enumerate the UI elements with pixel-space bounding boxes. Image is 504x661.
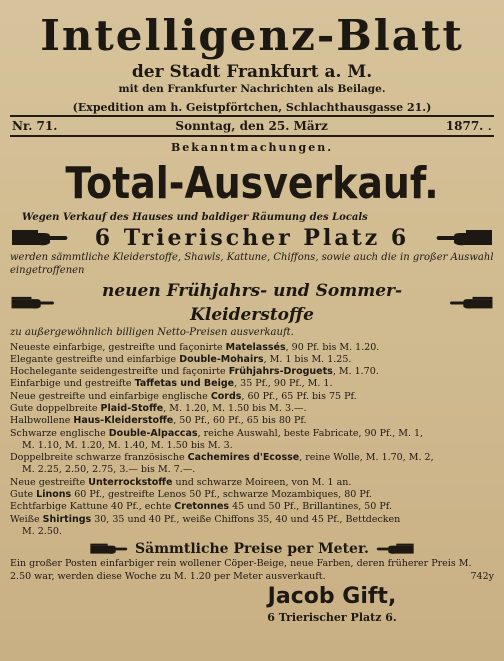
item-text: Gute <box>10 489 37 501</box>
posten-body: Ein großer Posten einfarbiger rein wollener Cöper-Beige, neue Farben, deren früherer Preis M. 2.50 war, werden diese Woche zu M. 1.20 per Meter ausverkauft. <box>10 558 472 582</box>
price-list <box>10 342 494 539</box>
price-list-item <box>10 440 494 452</box>
posten-text <box>10 558 494 583</box>
pointing-hand-right-icon <box>10 292 56 314</box>
pointing-hand-left-icon <box>448 292 494 314</box>
price-list-item <box>10 526 494 538</box>
price-list-item <box>10 391 494 403</box>
bottom-rule <box>10 135 494 137</box>
item-text: Echtfarbige Kattune 40 Pf., echte <box>10 501 175 513</box>
issue-year: 1877. . <box>445 118 492 134</box>
item-text: M. 2.50. <box>22 525 62 537</box>
price-list-item <box>10 514 494 526</box>
ad-intro: Wegen Verkauf des Hauses und baldiger Räumung des Locals <box>22 212 368 223</box>
pointing-hand-right-icon <box>89 540 129 558</box>
price-list-item <box>10 501 494 513</box>
prices-banner: Sämmtliche Preise per Meter. <box>135 541 369 558</box>
pointing-hand-right-icon <box>10 226 70 250</box>
item-price: , M. 1 bis M. 1.25. <box>263 353 352 365</box>
issue-date: Sonntag, den 25. März <box>175 119 328 133</box>
signature-block <box>170 583 494 625</box>
price-list-item <box>10 403 494 415</box>
item-product-name: Linons <box>36 489 72 501</box>
price-list-item <box>10 477 494 489</box>
item-product-name: Unterrockstoffe <box>88 476 173 488</box>
item-text: Halbwollene <box>10 415 74 427</box>
item-price: , 35 Pf., 90 Pf., M. 1. <box>234 378 333 390</box>
ad-address-big: 6 Trierischer Platz 6 <box>94 225 410 251</box>
item-text: Hochelegante seidengestreifte und façonirte <box>10 366 229 378</box>
item-product-name: Double-Alpaccas <box>108 427 198 439</box>
price-list-item <box>10 366 494 378</box>
item-text: Neue gestreifte <box>10 476 89 488</box>
item-price: 45 und 50 Pf., Brillantines, 50 Pf. <box>229 501 392 513</box>
item-text: Elegante gestreifte und einfarbige <box>10 353 180 365</box>
item-text: Einfarbige und gestreifte <box>10 378 135 390</box>
item-price: , M. 1.70. <box>332 366 379 378</box>
item-text: M. 2.25, 2.50, 2.75, 3.— bis M. 7.—. <box>22 464 196 476</box>
item-price: , 90 Pf. bis M. 1.20. <box>285 341 380 353</box>
price-list-item <box>10 428 494 440</box>
price-list-item <box>10 452 494 464</box>
price-list-item <box>10 464 494 476</box>
item-price: , 50 Pf., 60 Pf., 65 bis 80 Pf. <box>173 415 307 427</box>
price-list-item <box>10 415 494 427</box>
signature-name: Jacob Gift, <box>267 584 397 610</box>
price-list-item <box>10 342 494 354</box>
ad-body: werden sämmtliche Kleiderstoffe, Shawls, Kattune, Chiffons, sowie auch die in großer Auswahl eingetroffenen <box>10 252 494 276</box>
item-text: Doppelbreite schwarze französische <box>10 452 188 464</box>
banner-row <box>10 279 494 327</box>
pointing-hand-left-icon <box>375 540 415 558</box>
ad-reference-number: 742y <box>470 570 494 582</box>
item-text: Neue gestreifte und einfarbige englische <box>10 390 211 402</box>
item-price: und schwarze Moireen, von M. 1 an. <box>172 476 352 488</box>
item-product-name: Double-Mohairs <box>179 353 264 365</box>
item-price: 30, 35 und 40 Pf., weiße Chiffons 35, 40 und 45 Pf., Bettdecken <box>91 513 401 525</box>
item-text: Schwarze englische <box>10 427 109 439</box>
item-price: , reiche Auswahl, beste Fabricate, 90 Pf., M. 1, <box>197 427 424 439</box>
item-price: , reine Wolle, M. 1.70, M. 2, <box>299 452 434 464</box>
section-label: Bekanntmachungen. <box>170 141 334 154</box>
item-product-name: Taffetas und Beige <box>134 378 235 390</box>
item-product-name: Haus-Kleiderstoffe <box>73 415 174 427</box>
prices-row <box>10 540 494 558</box>
item-text: Weiße <box>10 513 43 525</box>
pointing-hand-left-icon <box>434 226 494 250</box>
item-product-name: Cachemires d'Ecosse <box>187 452 300 464</box>
address-row <box>10 224 494 252</box>
price-list-item <box>10 378 494 390</box>
item-product-name: Frühjahrs-Droguets <box>228 366 333 378</box>
item-price: 60 Pf., gestreifte Lenos 50 Pf., schwarze Mozambiques, 80 Pf. <box>71 489 372 501</box>
expedition-line: (Expedition am h. Geistpförtchen, Schlachthausgasse 21.) <box>72 101 432 114</box>
price-list-item <box>10 489 494 501</box>
ad-headline: Total-Ausverkauf. <box>65 158 439 209</box>
masthead-title: Intelligenz-Blatt <box>40 11 464 60</box>
ad-banner: neuen Frühjahrs- und Sommer-Kleiderstoffe <box>101 281 403 325</box>
item-product-name: Cretonnes <box>174 501 230 513</box>
issue-bar <box>10 117 494 135</box>
ad-banner-sub: zu außergewöhnlich billigen Netto-Preisen ausverkauft. <box>10 327 294 338</box>
item-text: Neueste einfarbige, gestreifte und façonirte <box>10 341 226 353</box>
item-product-name: Plaid-Stoffe <box>100 402 164 414</box>
item-price: , M. 1.20, M. 1.50 bis M. 3.—. <box>163 402 307 414</box>
item-text: Gute doppelbreite <box>10 402 101 414</box>
masthead-subline: mit den Frankfurter Nachrichten als Beilage. <box>118 83 386 95</box>
signature-address: 6 Trierischer Platz 6. <box>267 611 397 625</box>
item-product-name: Matelassés <box>225 341 286 353</box>
item-price: , 60 Pf., 65 Pf. bis 75 Pf. <box>241 390 357 402</box>
issue-number: Nr. 71. <box>12 119 58 133</box>
price-list-item <box>10 354 494 366</box>
item-product-name: Cords <box>210 390 242 402</box>
masthead-subtitle: der Stadt Frankfurt a. M. <box>131 62 373 82</box>
item-product-name: Shirtings <box>42 513 92 525</box>
item-text: M. 1.10, M. 1.20, M. 1.40, M. 1.50 bis M. 3. <box>22 439 233 451</box>
